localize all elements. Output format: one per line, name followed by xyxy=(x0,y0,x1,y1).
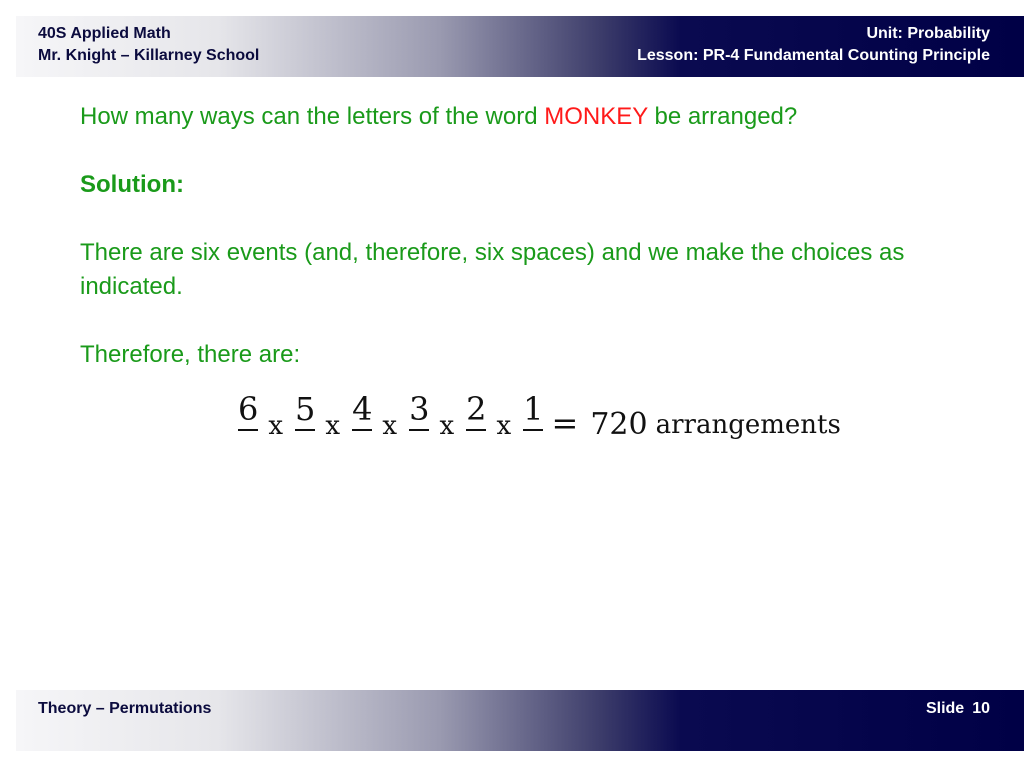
explanation-text: There are six events (and, therefore, six spaces) and we make the choices as indicated. xyxy=(80,239,905,300)
result-value: 720 xyxy=(590,406,648,442)
question-text-end: be arranged? xyxy=(647,103,798,130)
times-sign: x xyxy=(382,411,398,441)
fraction-numerator: 4 xyxy=(352,390,373,428)
therefore-text: Therefore, there are: xyxy=(80,341,301,368)
slide-number-area xyxy=(926,698,990,720)
slide-number: 10 xyxy=(972,700,990,717)
header-right xyxy=(637,23,990,67)
question-text-start: How many ways can the letters of the word xyxy=(80,103,545,130)
fraction-6 xyxy=(523,391,543,445)
lesson-title: Lesson: PR-4 Fundamental Counting Principle xyxy=(637,47,990,64)
fraction-1 xyxy=(238,391,258,445)
fraction-5 xyxy=(466,391,486,445)
course-title: 40S Applied Math xyxy=(38,25,171,42)
times-sign: x xyxy=(439,411,455,441)
counting-formula xyxy=(236,386,841,450)
fraction-numerator: 2 xyxy=(466,390,487,428)
fraction-bar xyxy=(238,429,258,431)
times-sign: x xyxy=(325,411,341,441)
slide-content xyxy=(80,100,960,372)
slide-label: Slide xyxy=(925,700,965,717)
equals-sign: = xyxy=(551,404,579,442)
fraction-bar xyxy=(523,429,543,431)
slide-footer xyxy=(16,690,1024,751)
highlighted-word: MONKEY xyxy=(544,103,648,130)
times-sign: x xyxy=(268,411,284,441)
fraction-numerator: 6 xyxy=(238,390,259,428)
result-unit: arrangements xyxy=(655,410,841,440)
fraction-bar xyxy=(295,429,315,431)
fraction-numerator: 3 xyxy=(409,390,430,428)
fraction-bar xyxy=(352,429,372,431)
teacher-school: Mr. Knight – Killarney School xyxy=(38,47,260,64)
fraction-bar xyxy=(409,429,429,431)
header-left xyxy=(38,23,259,67)
fraction-numerator: 5 xyxy=(295,390,316,428)
slide-header xyxy=(16,16,1024,77)
footer-section: Theory – Permutations xyxy=(38,700,212,717)
fraction-2 xyxy=(295,391,315,445)
unit-title: Unit: Probability xyxy=(866,25,990,42)
times-sign: x xyxy=(496,411,512,441)
question xyxy=(80,100,960,134)
solution-label: Solution: xyxy=(80,171,184,198)
fraction-4 xyxy=(409,391,429,445)
fraction-numerator: 1 xyxy=(523,390,544,428)
fraction-3 xyxy=(352,391,372,445)
fraction-bar xyxy=(466,429,486,431)
